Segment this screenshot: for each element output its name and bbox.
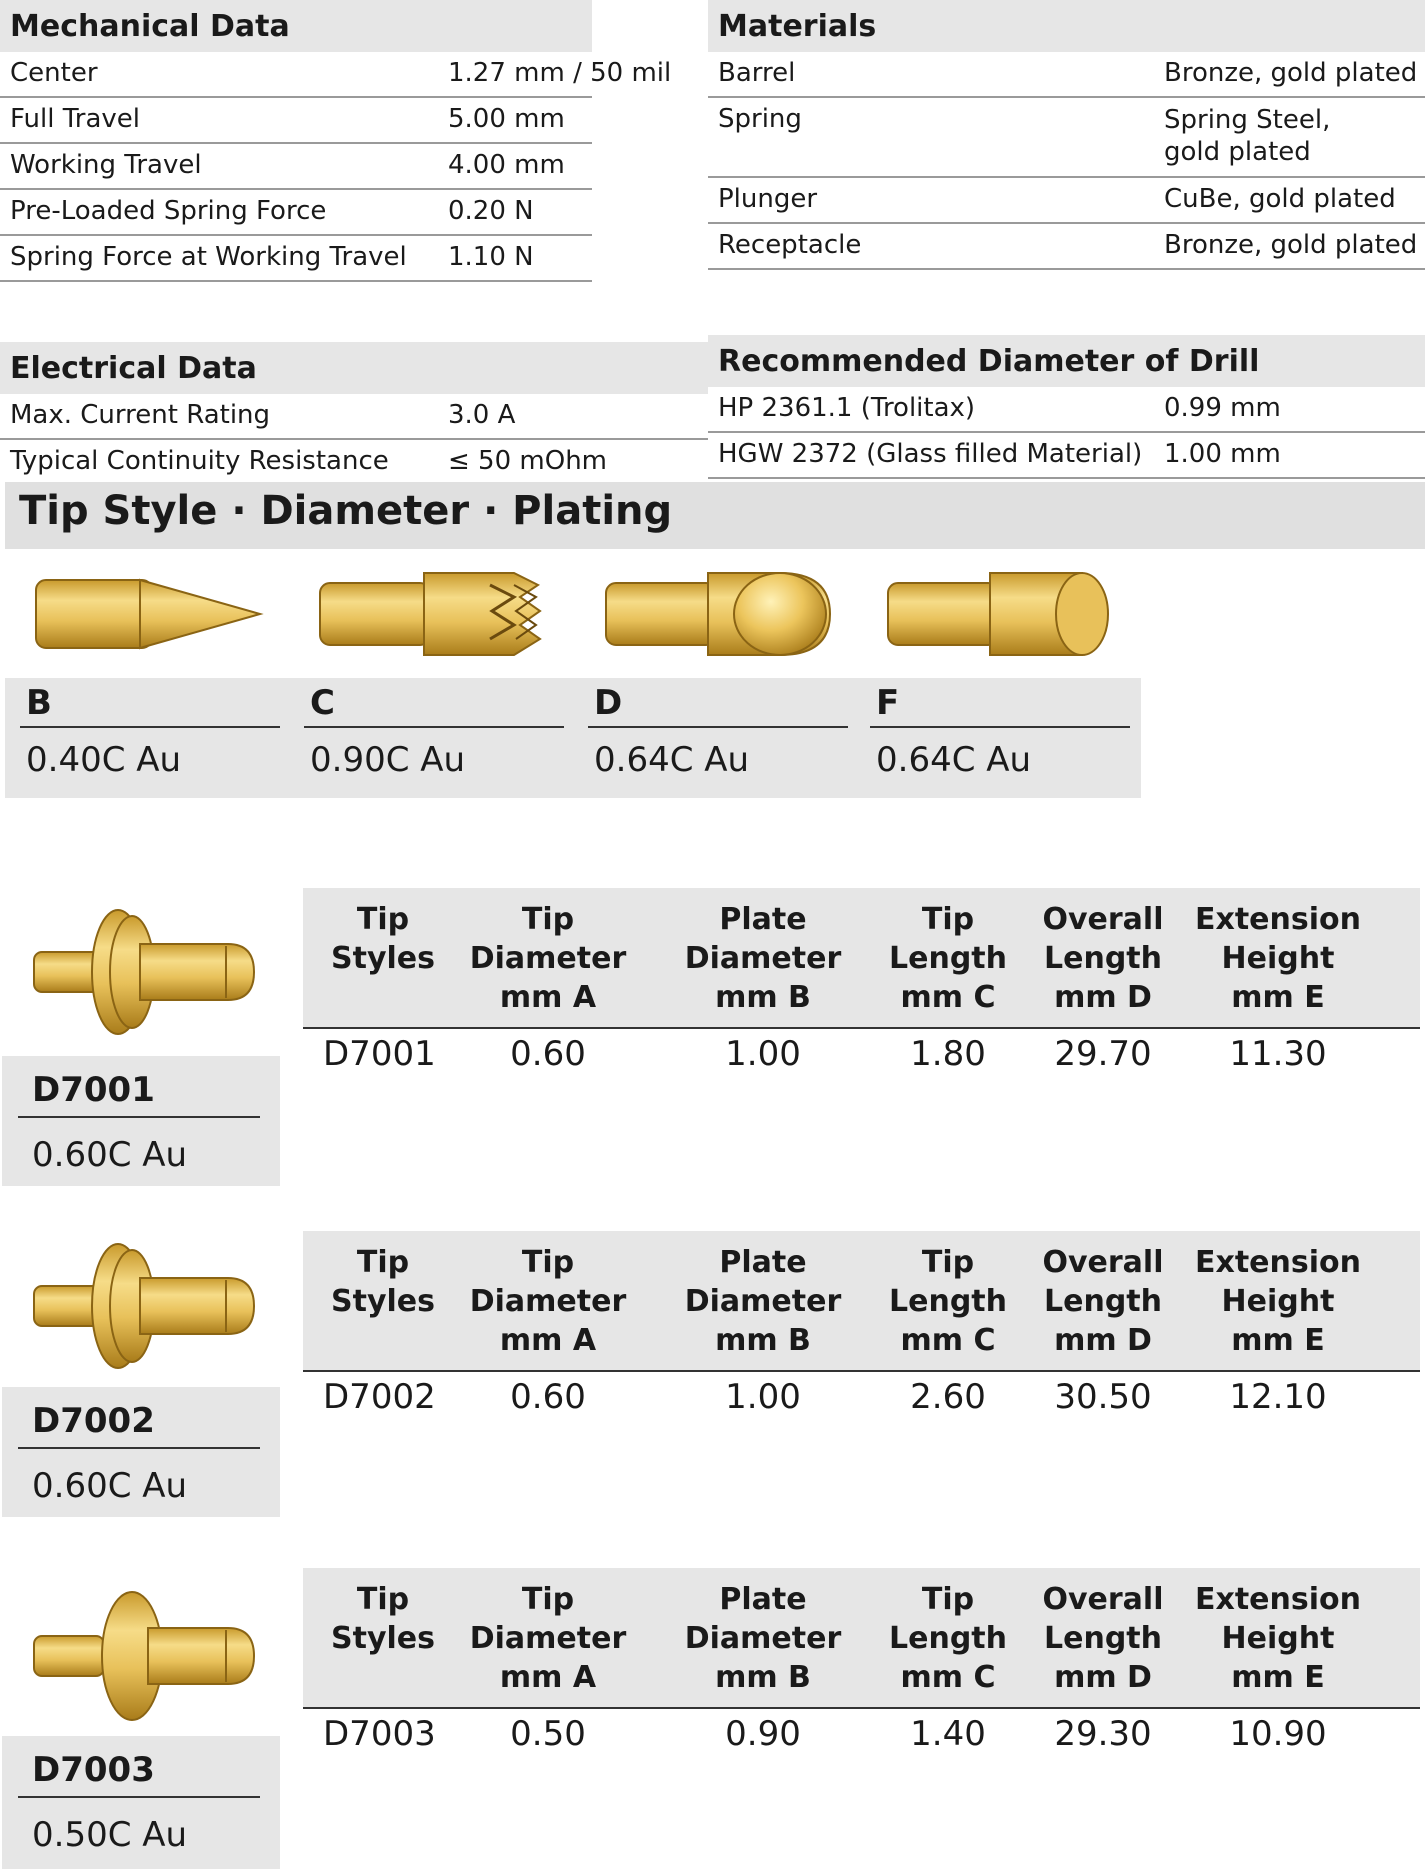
row-value: 1.10 N — [448, 242, 534, 272]
row-label: Typical Continuity Resistance — [10, 446, 389, 476]
header-extension-height — [1183, 1580, 1373, 1697]
row-value: 5.00 mm — [448, 104, 565, 134]
table-row — [303, 1377, 1420, 1427]
header-line: mm E — [1231, 980, 1325, 1015]
row-value: CuBe, gold plated — [1164, 184, 1396, 214]
header-line: Extension — [1195, 902, 1361, 937]
row-value: Bronze, gold plated — [1164, 58, 1418, 88]
header-overall-length — [1023, 900, 1183, 1017]
cell-plate-diameter: 0.90 — [725, 1714, 801, 1754]
plunger-d7003-icon — [28, 1584, 264, 1724]
tip-letter: F — [870, 678, 1130, 728]
cell-tip-style: D7002 — [323, 1377, 436, 1417]
product-table-header — [303, 888, 1420, 1029]
row-value: 4.00 mm — [448, 150, 565, 180]
header-line: Length — [1044, 1284, 1162, 1319]
header-line: Diameter — [684, 1284, 842, 1319]
header-line: Diameter — [469, 1284, 627, 1319]
header-extension-height — [1183, 1243, 1373, 1360]
crown-tip-icon — [314, 565, 554, 665]
table-row — [0, 190, 592, 236]
row-label: Center — [10, 58, 98, 88]
product-code: D7003 — [18, 1740, 260, 1798]
header-line: Tip — [921, 1582, 975, 1617]
electrical-title: Electrical Data — [0, 342, 708, 394]
header-line: Tip — [521, 1582, 575, 1617]
header-extension-height — [1183, 900, 1373, 1017]
header-line: Length — [1044, 1621, 1162, 1656]
cell-tip-length: 1.40 — [910, 1714, 986, 1754]
product-code: D7001 — [18, 1060, 260, 1118]
header-line: mm A — [499, 1323, 597, 1358]
plunger-d7002-icon — [28, 1234, 264, 1374]
header-line: Diameter — [469, 1621, 627, 1656]
header-line: Height — [1221, 941, 1335, 976]
header-line: Length — [1044, 941, 1162, 976]
cell-plate-diameter: 1.00 — [725, 1377, 801, 1417]
table-row — [0, 52, 672, 98]
cell-tip-diameter: 0.60 — [510, 1377, 586, 1417]
cell-tip-style: D7003 — [323, 1714, 436, 1754]
product-plating: 0.50C Au — [32, 1815, 188, 1855]
table-row — [0, 98, 592, 144]
row-value: 0.20 N — [448, 196, 534, 226]
header-line: Overall — [1042, 1582, 1164, 1617]
header-tip-diameter — [463, 1580, 633, 1697]
product-table-header — [303, 1231, 1420, 1372]
header-line: mm B — [715, 1323, 811, 1358]
cell-tip-diameter: 0.50 — [510, 1714, 586, 1754]
mechanical-title: Mechanical Data — [0, 0, 592, 52]
header-tip-length — [873, 1243, 1023, 1360]
tip-value: 0.64C Au — [594, 740, 750, 780]
row-label: HP 2361.1 (Trolitax) — [718, 393, 976, 423]
cell-overall-length: 30.50 — [1054, 1377, 1152, 1417]
product-plating: 0.60C Au — [32, 1466, 188, 1506]
tip-value: 0.64C Au — [876, 740, 1032, 780]
header-line: Length — [889, 1284, 1007, 1319]
row-label: Pre-Loaded Spring Force — [10, 196, 327, 226]
row-value: Bronze, gold plated — [1164, 230, 1418, 260]
cell-extension-height: 11.30 — [1229, 1034, 1327, 1074]
dome-tip-icon — [600, 565, 840, 665]
row-label: Working Travel — [10, 150, 202, 180]
table-row — [0, 144, 592, 190]
table-row — [708, 98, 1425, 178]
header-line: Height — [1221, 1621, 1335, 1656]
header-line: Diameter — [684, 1621, 842, 1656]
header-tip-styles: Tip Styles — [331, 1245, 435, 1319]
header-line: Tip — [921, 1245, 975, 1280]
header-line: mm D — [1054, 1660, 1152, 1695]
table-row — [0, 236, 592, 282]
header-tip-styles: Tip Styles — [331, 902, 435, 976]
header-line: mm D — [1054, 1323, 1152, 1358]
table-row — [303, 1714, 1420, 1764]
row-label: Plunger — [718, 184, 818, 214]
table-row — [303, 1034, 1420, 1084]
plunger-d7001-icon — [28, 900, 264, 1040]
header-line: mm B — [715, 1660, 811, 1695]
header-plate-diameter — [673, 1580, 853, 1697]
header-line: Length — [889, 941, 1007, 976]
row-label: Spring — [718, 104, 802, 134]
header-line: Diameter — [469, 941, 627, 976]
row-label: Spring Force at Working Travel — [10, 242, 407, 272]
tip-value: 0.40C Au — [26, 740, 182, 780]
header-line: Plate — [719, 902, 807, 937]
flat-tip-icon — [882, 565, 1122, 665]
tip-section-title: Tip Style · Diameter · Plating — [5, 482, 1425, 549]
header-plate-diameter — [673, 900, 853, 1017]
row-value: Spring Steel, gold plated — [1164, 105, 1331, 167]
cell-tip-length: 2.60 — [910, 1377, 986, 1417]
header-line: Height — [1221, 1284, 1335, 1319]
header-line: Tip — [521, 1245, 575, 1280]
tip-letter: D — [588, 678, 848, 728]
cell-extension-height: 12.10 — [1229, 1377, 1327, 1417]
header-line: Overall — [1042, 1245, 1164, 1280]
header-line: Extension — [1195, 1582, 1361, 1617]
header-line: mm C — [900, 980, 996, 1015]
header-tip-diameter — [463, 1243, 633, 1360]
row-value: 0.99 mm — [1164, 393, 1281, 423]
header-line: Plate — [719, 1245, 807, 1280]
table-row — [708, 433, 1425, 479]
header-line: mm A — [499, 980, 597, 1015]
header-line: Tip — [921, 902, 975, 937]
header-plate-diameter — [673, 1243, 853, 1360]
header-line: Diameter — [684, 941, 842, 976]
header-overall-length — [1023, 1243, 1183, 1360]
row-value: ≤ 50 mOhm — [448, 446, 607, 476]
header-line: Extension — [1195, 1245, 1361, 1280]
row-label: HGW 2372 (Glass filled Material) — [718, 439, 1143, 469]
row-value: 1.00 mm — [1164, 439, 1281, 469]
row-label: Max. Current Rating — [10, 400, 271, 430]
product-table-header — [303, 1568, 1420, 1709]
materials-title: Materials — [708, 0, 1425, 52]
header-tip-styles: Tip Styles — [331, 1582, 435, 1656]
header-line: Tip — [521, 902, 575, 937]
header-line: mm C — [900, 1323, 996, 1358]
row-label: Barrel — [718, 58, 796, 88]
cell-overall-length: 29.30 — [1054, 1714, 1152, 1754]
header-tip-length — [873, 1580, 1023, 1697]
cell-tip-diameter: 0.60 — [510, 1034, 586, 1074]
cell-plate-diameter: 1.00 — [725, 1034, 801, 1074]
product-plating: 0.60C Au — [32, 1135, 188, 1175]
cell-extension-height: 10.90 — [1229, 1714, 1327, 1754]
header-line: Overall — [1042, 902, 1164, 937]
tip-letter: C — [304, 678, 564, 728]
table-row — [0, 394, 708, 440]
tip-letter: B — [20, 678, 280, 728]
header-line: Plate — [719, 1582, 807, 1617]
tip-value: 0.90C Au — [310, 740, 466, 780]
row-label: Full Travel — [10, 104, 141, 134]
table-row — [708, 387, 1425, 433]
header-line: mm E — [1231, 1660, 1325, 1695]
row-value: 3.0 A — [448, 400, 516, 430]
table-row — [708, 178, 1425, 224]
table-row — [0, 440, 708, 482]
cell-overall-length: 29.70 — [1054, 1034, 1152, 1074]
row-value: 1.27 mm / 50 mil — [448, 58, 672, 88]
header-line: mm E — [1231, 1323, 1325, 1358]
header-line: mm A — [499, 1660, 597, 1695]
header-line: mm B — [715, 980, 811, 1015]
header-line: mm D — [1054, 980, 1152, 1015]
cone-tip-icon — [30, 565, 270, 665]
header-overall-length — [1023, 1580, 1183, 1697]
header-line: mm C — [900, 1660, 996, 1695]
drill-title: Recommended Diameter of Drill — [708, 335, 1425, 387]
header-line: Length — [889, 1621, 1007, 1656]
cell-tip-style: D7001 — [323, 1034, 436, 1074]
header-tip-diameter — [463, 900, 633, 1017]
table-row — [708, 224, 1425, 270]
row-label: Receptacle — [718, 230, 862, 260]
header-tip-length — [873, 900, 1023, 1017]
cell-tip-length: 1.80 — [910, 1034, 986, 1074]
product-code: D7002 — [18, 1391, 260, 1449]
table-row — [708, 52, 1425, 98]
